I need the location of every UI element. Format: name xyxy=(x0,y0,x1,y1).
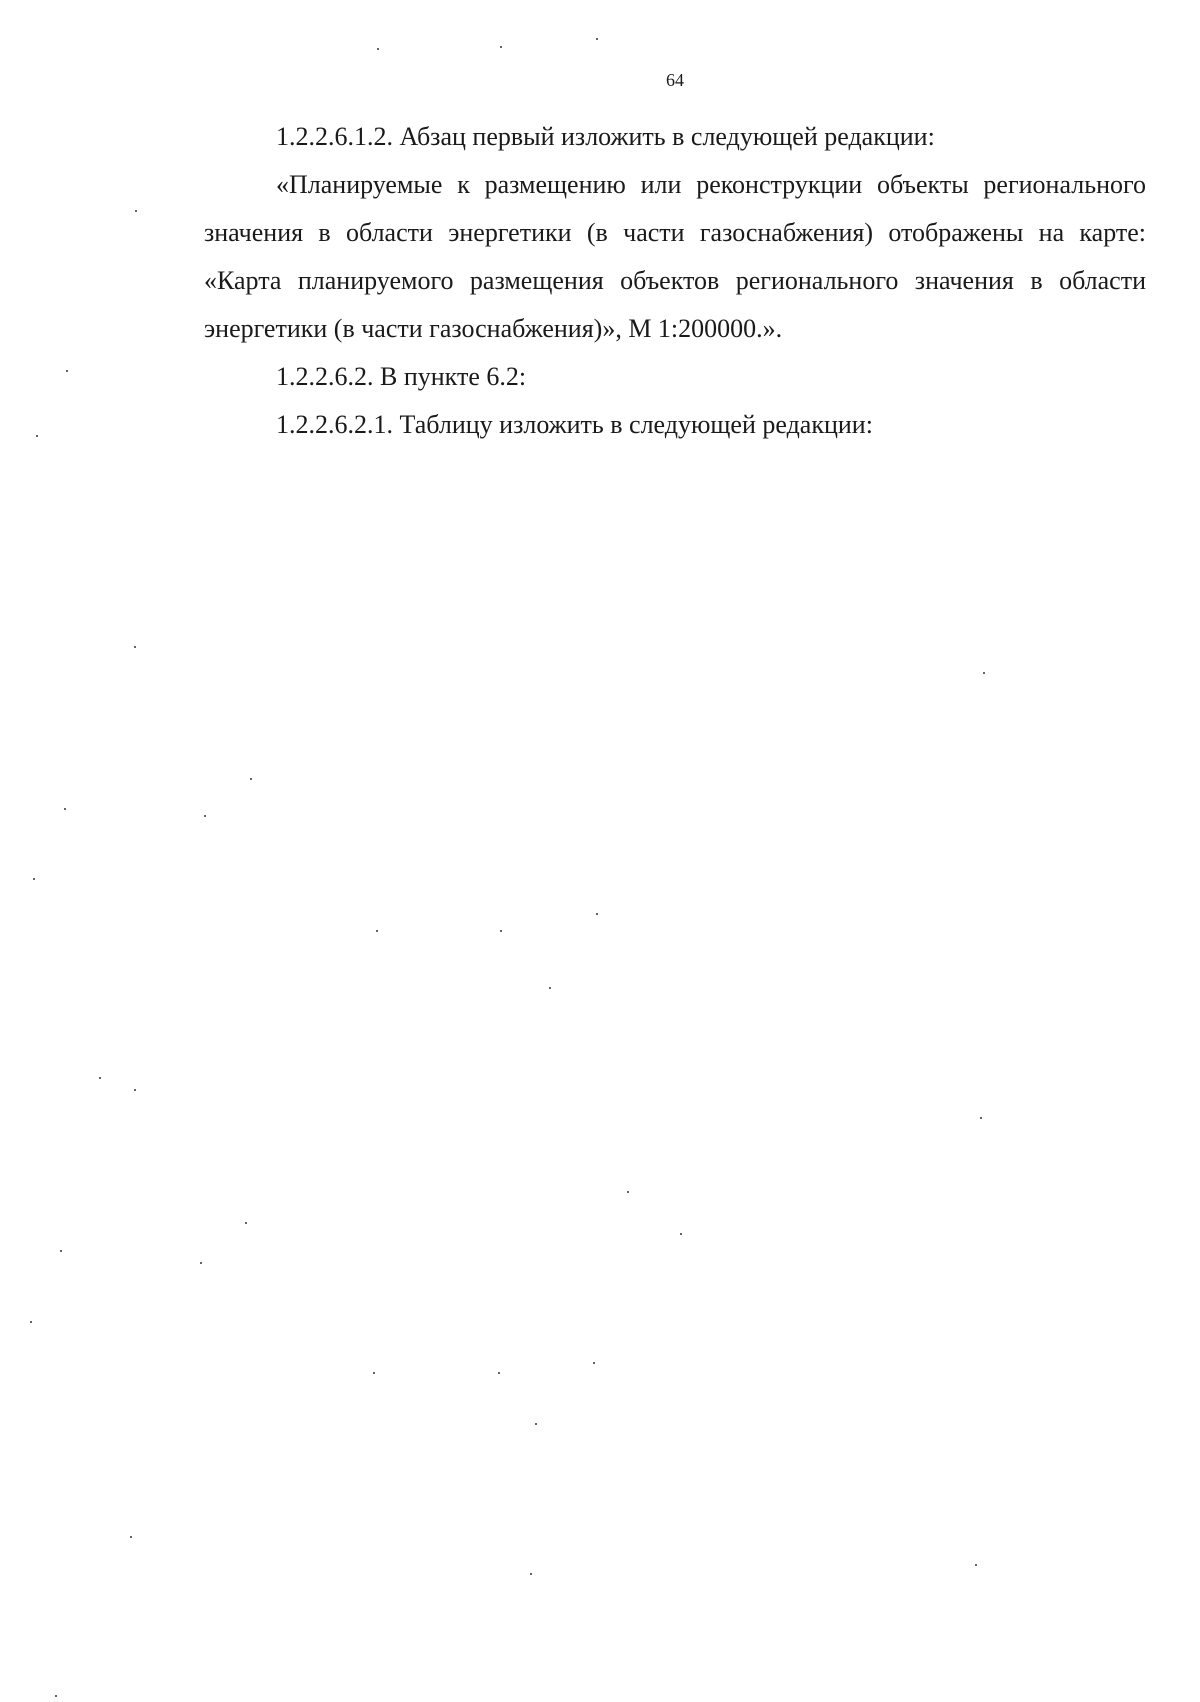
scan-speck xyxy=(535,1423,537,1425)
scan-speck xyxy=(376,930,378,932)
scan-speck xyxy=(204,815,206,817)
document-body xyxy=(204,113,1146,449)
scan-speck xyxy=(135,210,137,212)
scan-speck xyxy=(549,987,551,989)
scan-speck xyxy=(245,1222,247,1224)
scan-speck xyxy=(36,435,38,437)
scan-speck xyxy=(975,1564,977,1566)
page-number: 64 xyxy=(666,70,684,90)
scan-speck xyxy=(134,1089,136,1091)
scan-speck xyxy=(66,370,68,372)
scan-speck xyxy=(134,646,136,648)
scan-speck xyxy=(99,1077,101,1079)
scan-speck xyxy=(500,46,502,48)
scan-speck xyxy=(33,878,35,880)
scan-speck xyxy=(980,1117,982,1119)
scan-speck xyxy=(627,1191,629,1193)
paragraph-1: 1.2.2.6.1.2. Абзац первый изложить в следующей редакции: xyxy=(276,122,935,151)
scan-speck xyxy=(130,1536,132,1538)
scan-speck xyxy=(596,38,598,40)
scan-speck xyxy=(200,1262,202,1264)
scan-speck xyxy=(30,1321,32,1323)
scan-speck xyxy=(680,1233,682,1235)
scan-speck xyxy=(596,913,598,915)
scan-speck xyxy=(530,1573,532,1575)
paragraph-2: «Планируемые к размещению или реконструкции объекты регионального значения в области энергетики (в части газоснабжения) отображены на карте: «Карта планируемого размещения объектов регионального значения в области энергетики (в части газоснабжения)», М 1:200000.». xyxy=(204,170,1146,343)
scan-speck xyxy=(250,778,252,780)
scan-speck xyxy=(60,1250,62,1252)
paragraph-4: 1.2.2.6.2.1. Таблицу изложить в следующей редакции: xyxy=(276,410,873,439)
scan-speck xyxy=(500,930,502,932)
scan-speck xyxy=(64,808,66,810)
paragraph-3: 1.2.2.6.2. В пункте 6.2: xyxy=(276,362,527,391)
scan-speck xyxy=(377,48,379,50)
scan-speck xyxy=(498,1372,500,1374)
scan-speck xyxy=(593,1362,595,1364)
scan-speck xyxy=(55,1695,57,1697)
scan-speck xyxy=(983,672,985,674)
scan-speck xyxy=(373,1372,375,1374)
